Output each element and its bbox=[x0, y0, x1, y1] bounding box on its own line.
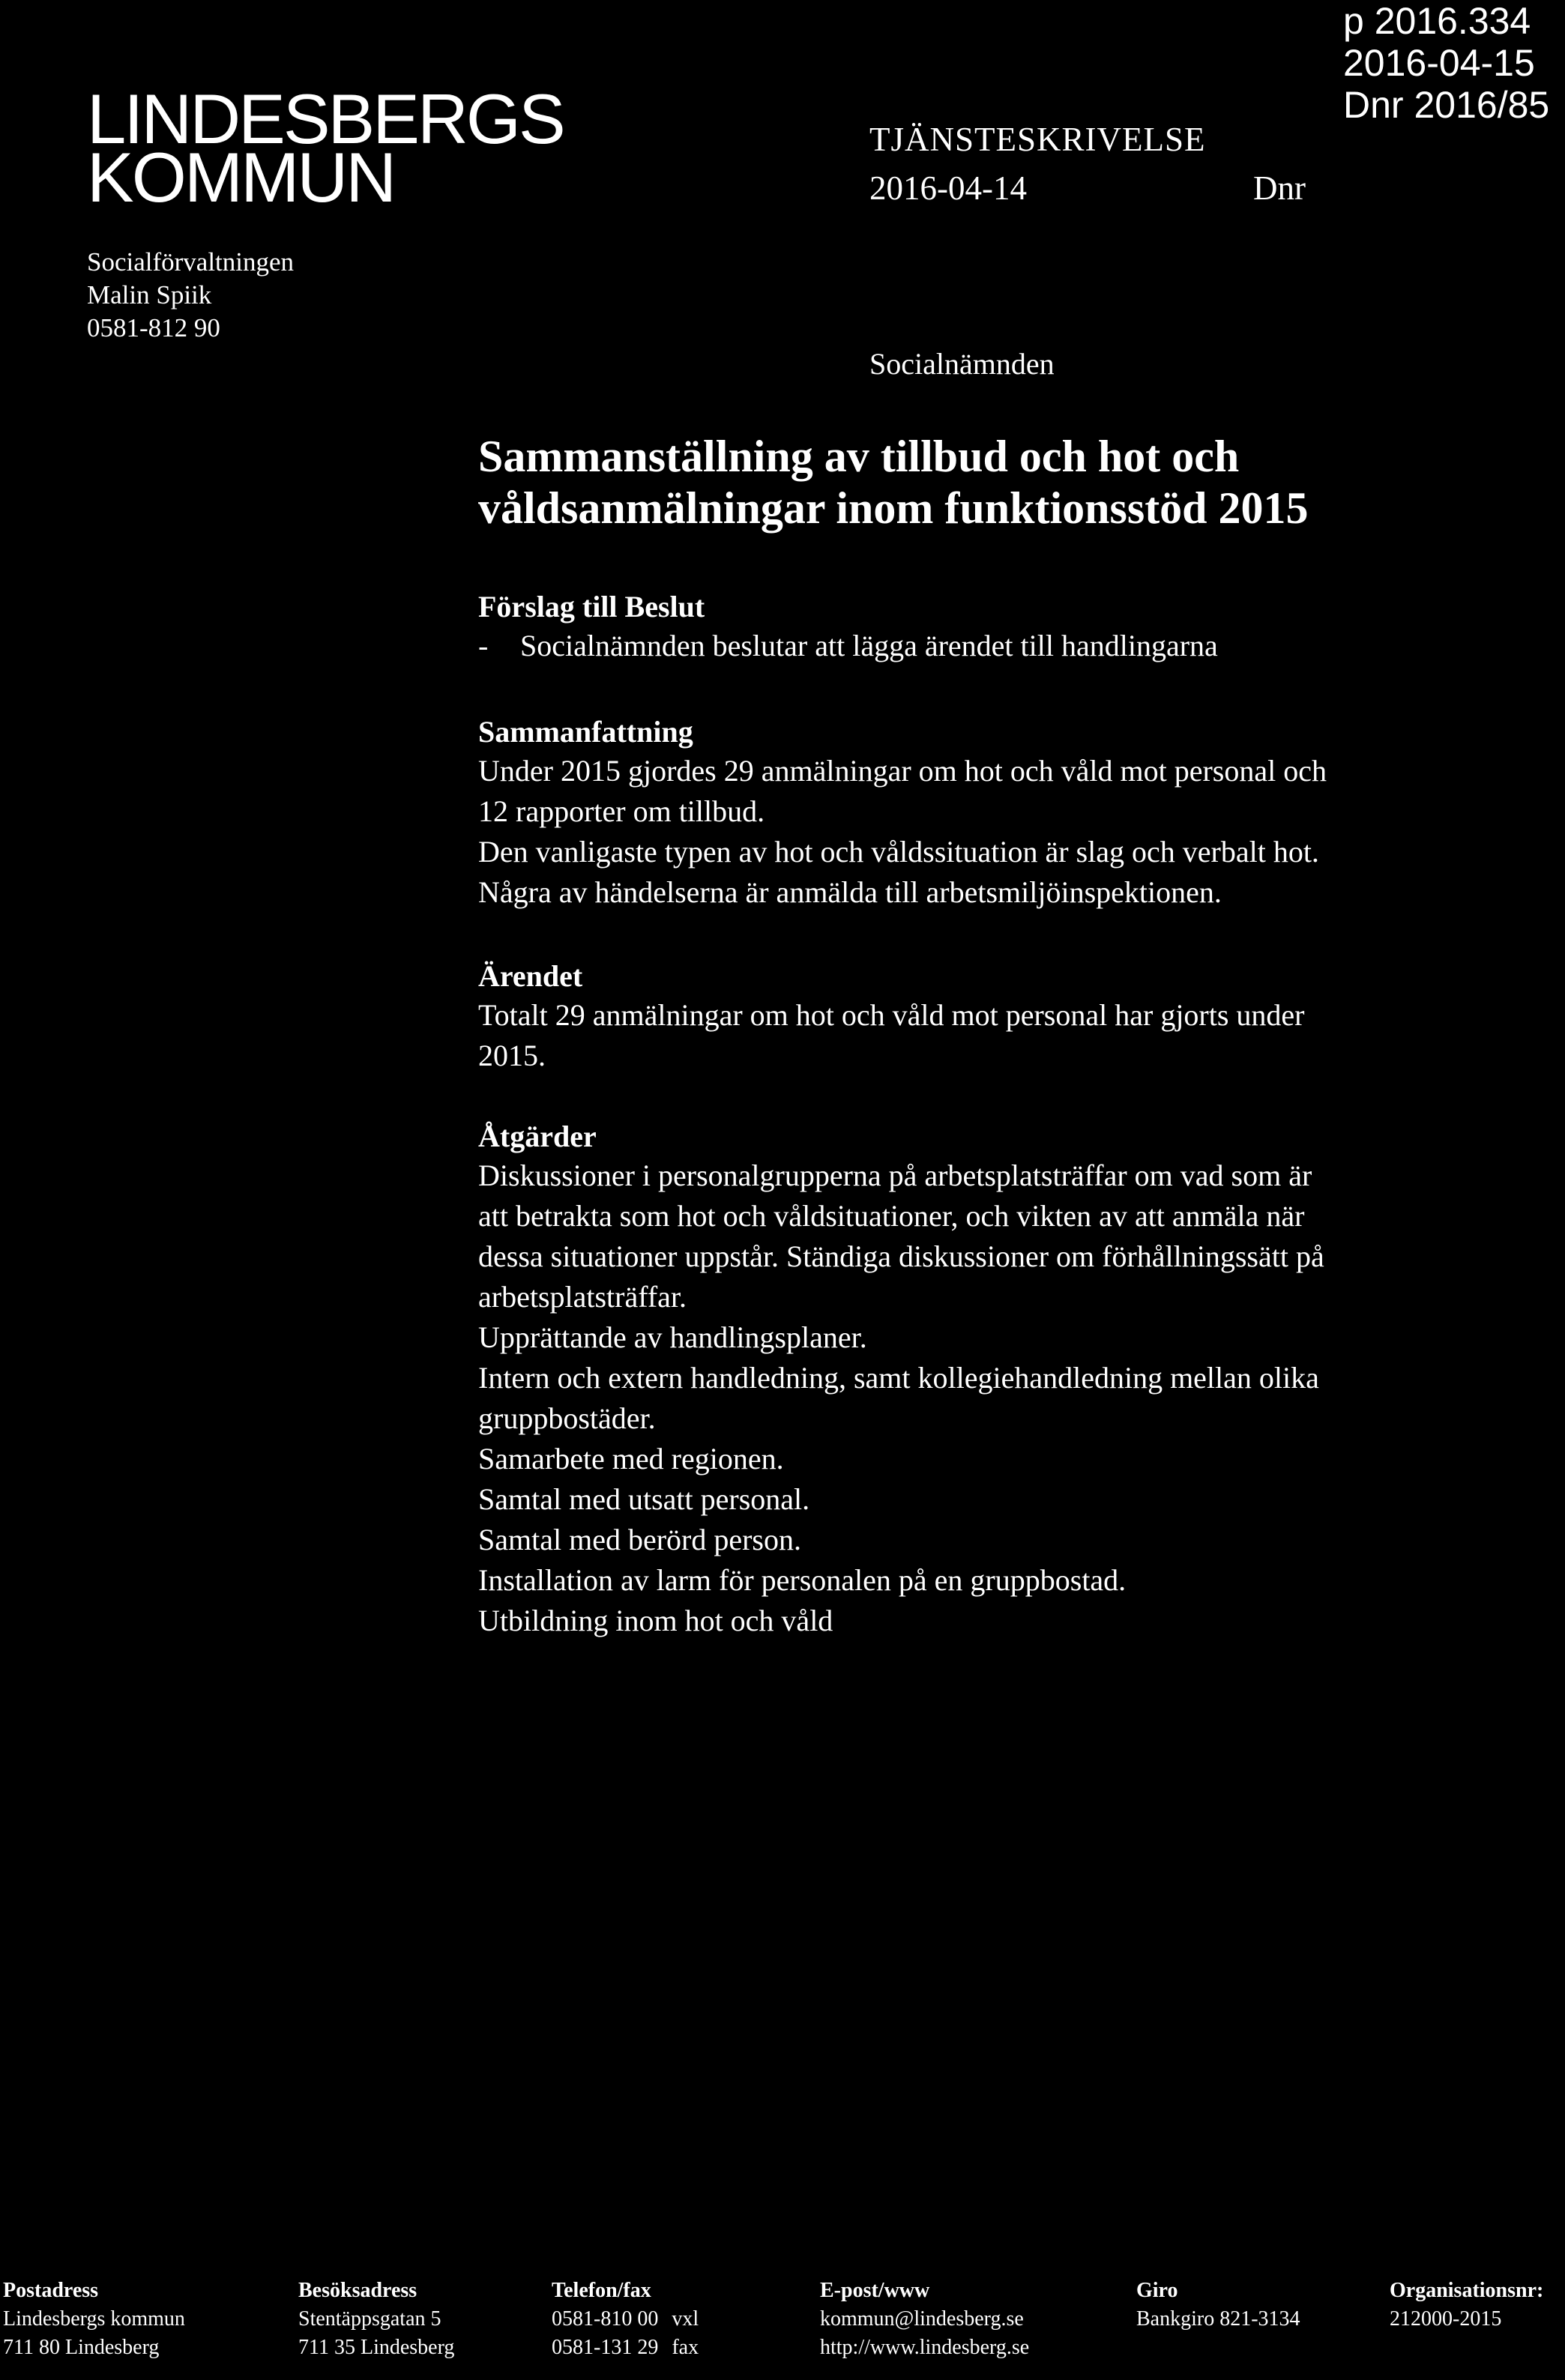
summary-line: Den vanligaste typen av hot och våldssituation är slag och verbalt hot. bbox=[478, 835, 1319, 869]
footer-web-heading: E-post/www bbox=[820, 2279, 930, 2302]
footer-phone-heading: Telefon/fax bbox=[552, 2279, 651, 2302]
actions-line: Upprättande av handlingsplaner. bbox=[478, 1320, 867, 1354]
actions-section bbox=[478, 1118, 1324, 1641]
footer-web bbox=[820, 2277, 1029, 2362]
proposal-dash: - bbox=[478, 629, 489, 662]
footer-giro-line: Bankgiro 821-3134 bbox=[1136, 2307, 1300, 2331]
actions-line: arbetsplatsträffar. bbox=[478, 1280, 687, 1314]
logo-line-1: LINDESBERGS bbox=[87, 79, 564, 158]
stamp-line-3: Dnr 2016/85 bbox=[1343, 84, 1550, 126]
footer-visit-heading: Besöksadress bbox=[298, 2279, 417, 2302]
stamp-line-1: p 2016.334 bbox=[1343, 0, 1531, 42]
document-type: TJÄNSTESKRIVELSE bbox=[869, 121, 1206, 158]
title-line-1: Sammanställning av tillbud och hot och bbox=[478, 432, 1240, 481]
footer-postal bbox=[3, 2277, 185, 2362]
dnr-label: Dnr bbox=[1253, 169, 1306, 207]
footer-www-link[interactable]: http://www.lindesberg.se bbox=[820, 2336, 1030, 2359]
actions-line: Samtal med utsatt personal. bbox=[478, 1482, 810, 1516]
footer-phone bbox=[552, 2277, 699, 2362]
actions-line: Samarbete med regionen. bbox=[478, 1442, 784, 1476]
matter-section bbox=[478, 958, 1305, 1076]
proposal-heading: Förslag till Beslut bbox=[478, 590, 705, 623]
footer-giro-heading: Giro bbox=[1136, 2279, 1178, 2302]
logo-line-2: KOMMUN bbox=[87, 138, 395, 217]
footer-postal-line: 711 80 Lindesberg bbox=[3, 2336, 160, 2359]
footer-giro bbox=[1136, 2277, 1300, 2334]
footer-fax-number: 0581-131 29 bbox=[552, 2336, 659, 2359]
sender-name: Malin Spiik bbox=[87, 280, 212, 309]
footer-phone-tag: vxl bbox=[672, 2307, 699, 2331]
sender-phone: 0581-812 90 bbox=[87, 313, 220, 342]
recipient: Socialnämnden bbox=[869, 347, 1055, 381]
actions-line: att betrakta som hot och våldsituationer, och vikten av att anmäla när bbox=[478, 1199, 1305, 1233]
matter-heading: Ärendet bbox=[478, 959, 583, 993]
summary-heading: Sammanfattning bbox=[478, 715, 693, 749]
footer-phone-number: 0581-810 00 bbox=[552, 2307, 659, 2331]
footer-org bbox=[1390, 2277, 1543, 2334]
sender-department: Socialförvaltningen bbox=[87, 247, 295, 277]
document-title bbox=[478, 431, 1309, 534]
actions-line: Samtal med berörd person. bbox=[478, 1523, 801, 1556]
summary-line: Under 2015 gjordes 29 anmälningar om hot och våld mot personal och bbox=[478, 754, 1327, 788]
matter-line: 2015. bbox=[478, 1039, 546, 1072]
stamp-line-2: 2016-04-15 bbox=[1343, 42, 1535, 84]
summary-section bbox=[478, 713, 1327, 913]
actions-line: dessa situationer uppstår. Ständiga diskussioner om förhållningssätt på bbox=[478, 1239, 1324, 1273]
footer-postal-line: Lindesbergs kommun bbox=[3, 2307, 185, 2331]
actions-heading: Åtgärder bbox=[478, 1120, 597, 1153]
footer-phone-line bbox=[552, 2305, 699, 2334]
proposal-item bbox=[478, 626, 1218, 666]
registration-stamp bbox=[1343, 0, 1549, 126]
footer-visit bbox=[298, 2277, 454, 2362]
footer-fax-tag: fax bbox=[672, 2336, 699, 2359]
footer-postal-heading: Postadress bbox=[3, 2279, 99, 2302]
actions-line: Installation av larm för personalen på en gruppbostad. bbox=[478, 1563, 1127, 1597]
footer-fax-line bbox=[552, 2334, 699, 2362]
title-line-2: våldsanmälningar inom funktionsstöd 2015 bbox=[478, 483, 1309, 533]
footer-org-heading: Organisationsnr: bbox=[1390, 2279, 1544, 2302]
actions-line: Intern och extern handledning, samt kollegiehandledning mellan olika bbox=[478, 1361, 1319, 1395]
proposal-item-text: Socialnämnden beslutar att lägga ärendet till handlingarna bbox=[520, 629, 1218, 662]
actions-line: gruppbostäder. bbox=[478, 1401, 656, 1435]
actions-line: Utbildning inom hot och våld bbox=[478, 1604, 833, 1637]
footer-visit-line: 711 35 Lindesberg bbox=[298, 2336, 455, 2359]
footer-visit-line: Stentäppsgatan 5 bbox=[298, 2307, 441, 2331]
footer-email-link[interactable]: kommun@lindesberg.se bbox=[820, 2307, 1024, 2331]
sender-block bbox=[87, 246, 294, 345]
summary-line: 12 rapporter om tillbud. bbox=[478, 794, 765, 828]
actions-line: Diskussioner i personalgrupperna på arbetsplatsträffar om vad som är bbox=[478, 1159, 1312, 1192]
footer-org-line: 212000-2015 bbox=[1390, 2307, 1502, 2331]
page-footer bbox=[0, 2277, 1565, 2380]
matter-line: Totalt 29 anmälningar om hot och våld mot personal har gjorts under bbox=[478, 998, 1305, 1032]
document-date: 2016-04-14 bbox=[869, 169, 1027, 207]
proposal-section bbox=[478, 588, 1218, 666]
summary-line: Några av händelserna är anmälda till arbetsmiljöinspektionen. bbox=[478, 875, 1222, 909]
